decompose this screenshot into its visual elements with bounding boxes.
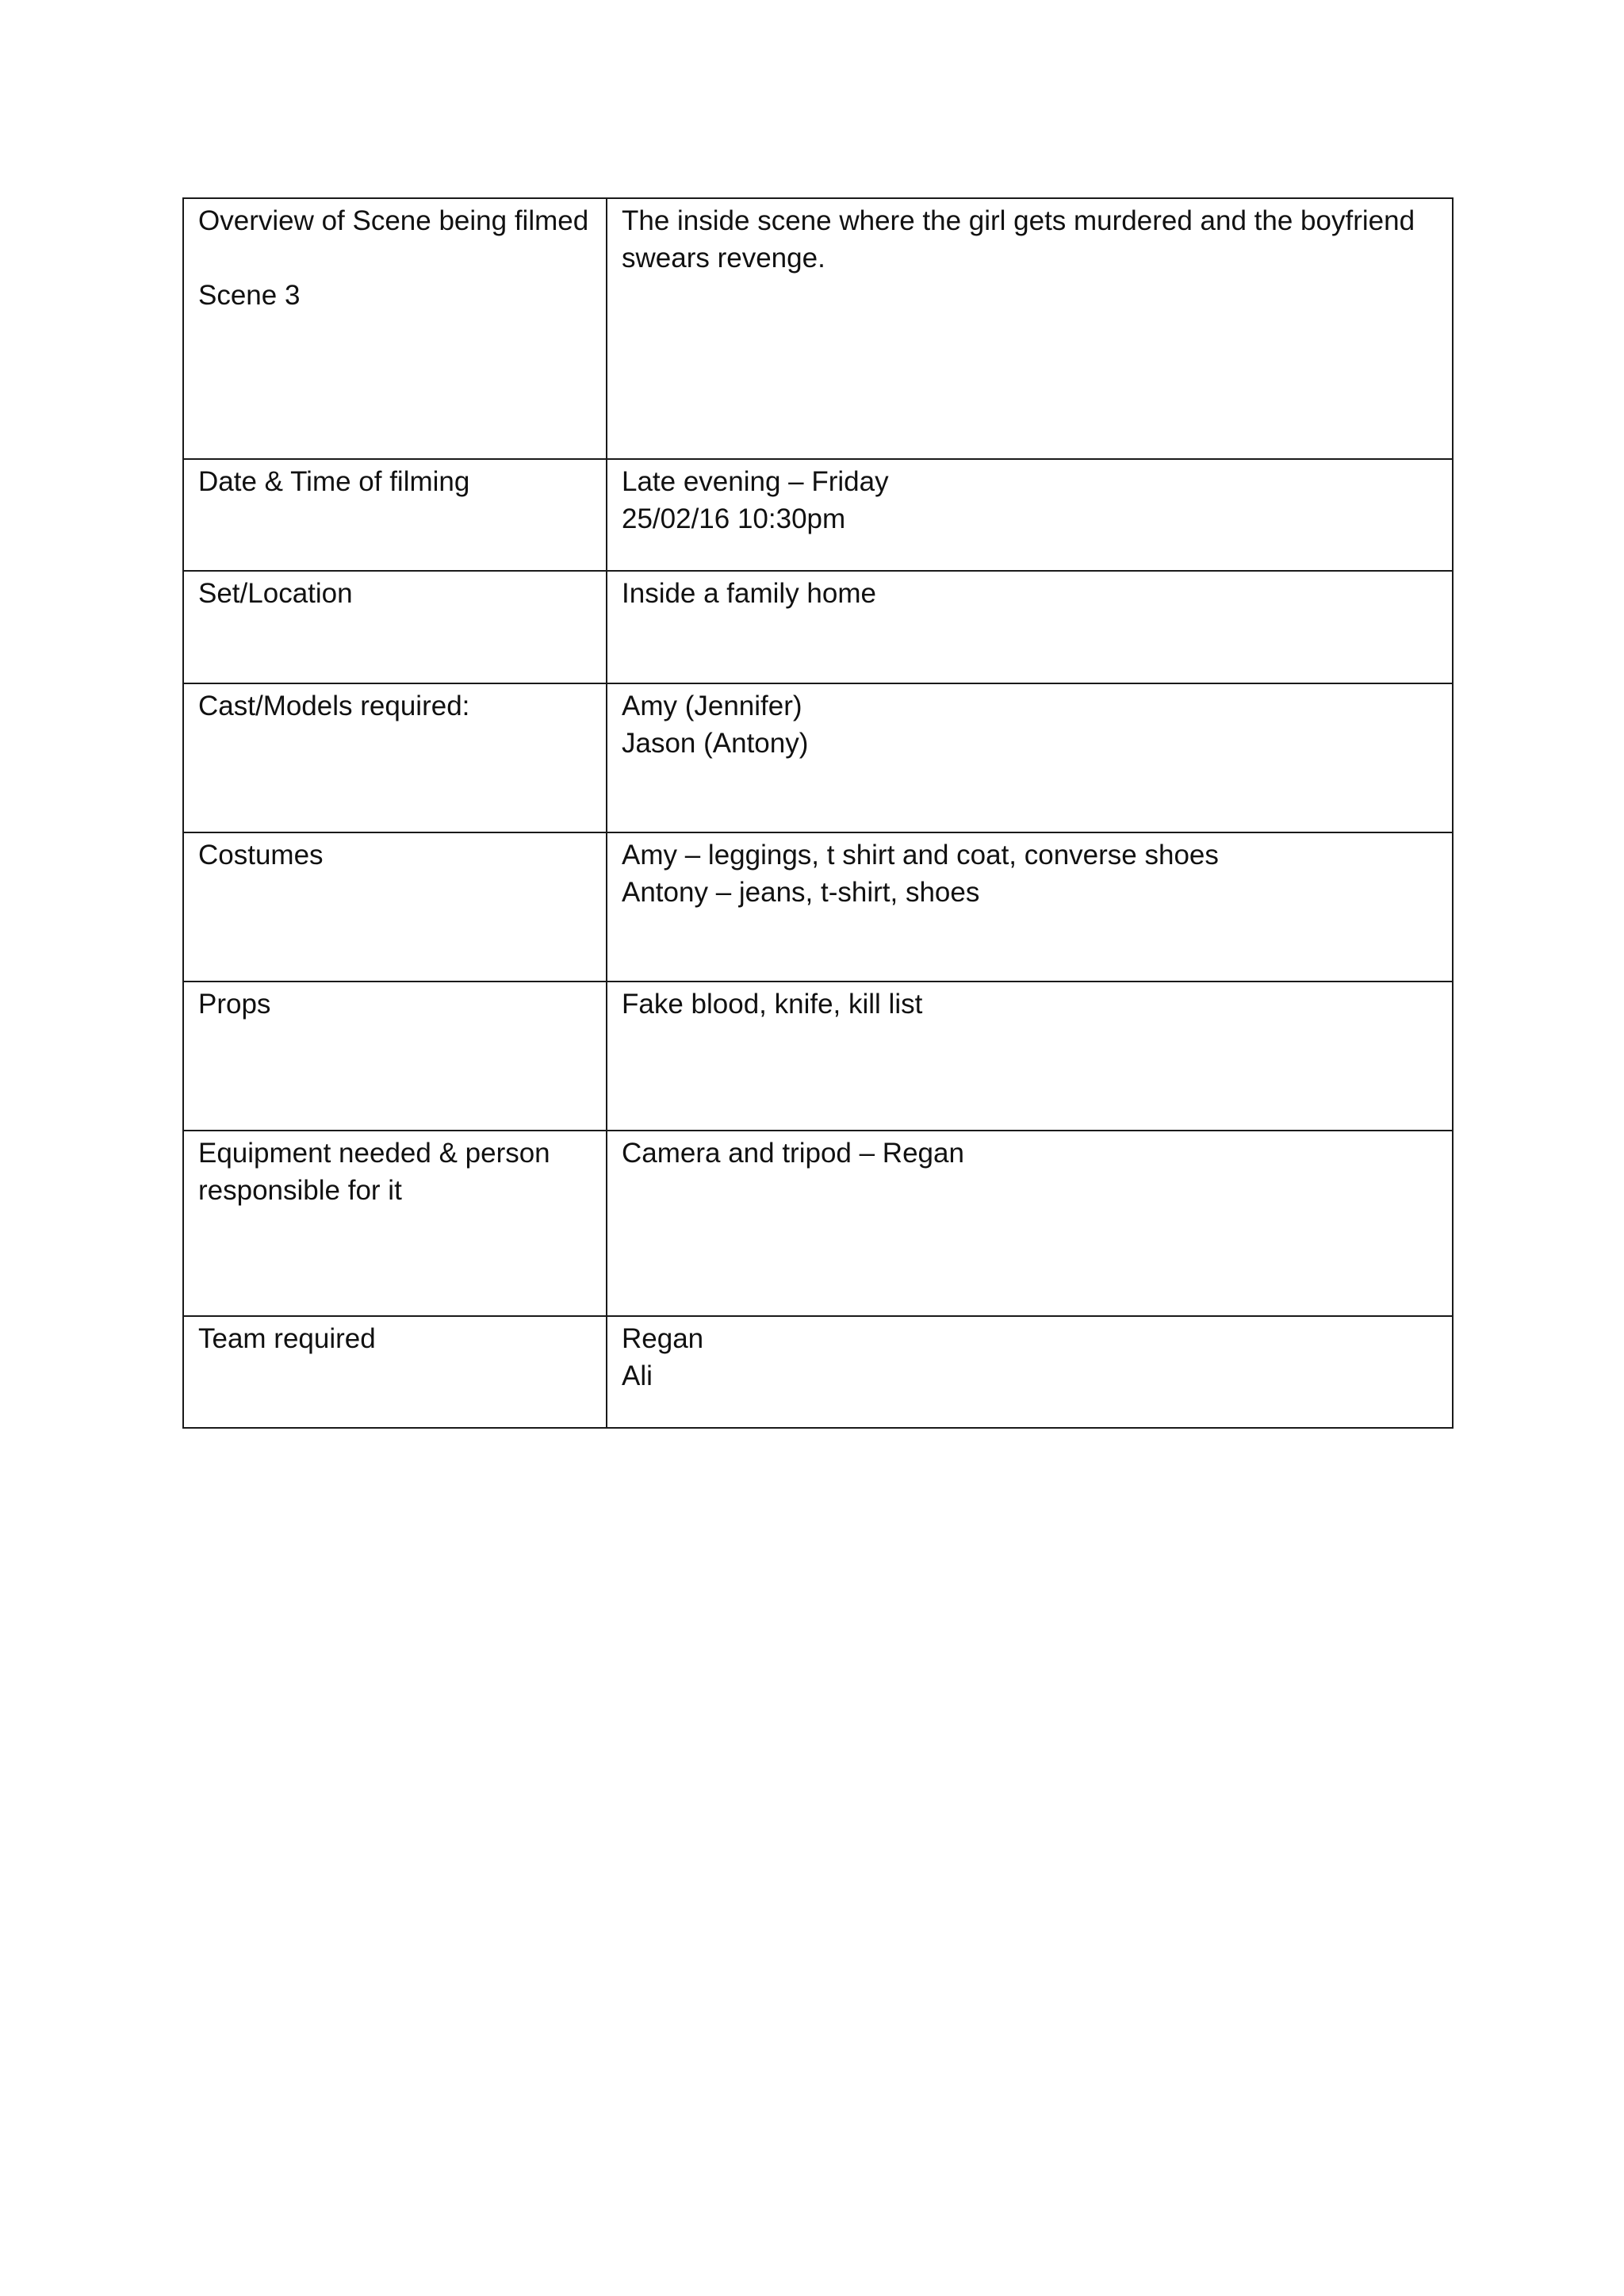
overview-label-gap [198,239,592,277]
costumes-value-line-2: Antony – jeans, t-shirt, shoes [622,877,980,908]
table-row-equipment [183,1131,1453,1316]
table-row-date-time [183,459,1453,571]
overview-label-cell [183,198,607,459]
overview-value-cell [607,198,1453,459]
cast-value-cell [607,683,1453,832]
team-label: Team required [198,1323,376,1354]
table-row-team [183,1316,1453,1428]
date-time-value-cell [607,459,1453,571]
team-value-line-2: Ali [622,1360,653,1391]
location-value: Inside a family home [622,578,876,609]
cast-value-line-2: Jason (Antony) [622,728,809,759]
table-row-cast [183,683,1453,832]
date-time-label-cell [183,459,607,571]
table-row-costumes [183,832,1453,982]
equipment-value: Camera and tripod – Regan [622,1138,964,1169]
cast-value-line-1: Amy (Jennifer) [622,691,802,721]
shooting-schedule-table [182,197,1454,1429]
overview-label: Overview of Scene being filmed [198,205,589,236]
props-value: Fake blood, knife, kill list [622,989,923,1020]
overview-value-line-1: The inside scene where the girl gets murdered and the boyfriend [622,205,1415,236]
date-time-value-line-2: 25/02/16 10:30pm [622,503,846,534]
location-label-cell [183,571,607,683]
equipment-label-cell [183,1131,607,1316]
scene-number-label: Scene 3 [198,280,301,311]
cast-label: Cast/Models required: [198,691,470,721]
location-label: Set/Location [198,578,353,609]
date-time-label: Date & Time of filming [198,466,470,497]
table-row-location [183,571,1453,683]
team-value-cell [607,1316,1453,1428]
team-label-cell [183,1316,607,1428]
table-row-overview [183,198,1453,459]
costumes-value-line-1: Amy – leggings, t shirt and coat, converse shoes [622,840,1219,871]
cast-label-cell [183,683,607,832]
equipment-value-cell [607,1131,1453,1316]
equipment-label-line-2: responsible for it [198,1175,402,1206]
costumes-value-cell [607,832,1453,982]
overview-value-line-2: swears revenge. [622,243,825,274]
costumes-label: Costumes [198,840,324,871]
props-label-cell [183,982,607,1131]
equipment-label-line-1: Equipment needed & person [198,1138,550,1169]
team-value-line-1: Regan [622,1323,704,1354]
location-value-cell [607,571,1453,683]
props-label: Props [198,989,271,1020]
date-time-value-line-1: Late evening – Friday [622,466,889,497]
props-value-cell [607,982,1453,1131]
table-row-props [183,982,1453,1131]
costumes-label-cell [183,832,607,982]
